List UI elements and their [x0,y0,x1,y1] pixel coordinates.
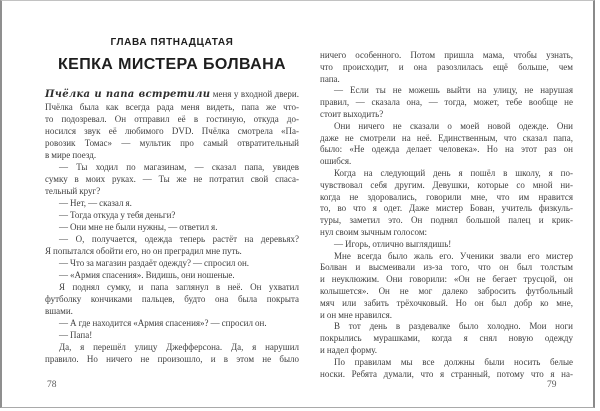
text-line: ровозик Томас» — мультик про самый отвратительный [45,138,299,148]
text-line: — Если ты не можешь выйти на улицу, не нарушая [334,85,573,96]
text-line: Они ничего не сказали о моей новой одежде. Они [334,120,573,131]
text-line: — «Армия спасения». Видишь, они ношеные. [59,270,235,280]
text-line: колышется». Он не мог далеко забросить футбольный [320,285,573,296]
text-line: — Тогда откуда у тебя деньги? [59,210,176,220]
text-line: что происходит, и она разозлилась ещё больше, чем [320,61,573,72]
text-line: — Они мне не были нужны, — ответил я. [59,222,218,232]
text-line: правил, — сказала она, — тогда, может, тебе вообще не [320,97,573,108]
text-line: даже не смотрели на неё. Единственным, что сказал папа, [320,132,573,143]
text-line: то, во что я одет. Даже мистер Бован, учитель физкуль- [320,203,573,214]
text-line: правило. Но ничего не произошло, и в этом не было [45,354,299,364]
text-line: — Ты ходил по магазинам, — сказал папа, увидев [59,162,299,172]
text-line: и неуклюжим. Они говорили: «Он не бегает трусцой, он [320,274,573,285]
text-line: — О, получается, одежда теперь растёт на деревьях? [59,234,299,244]
text-line: Я поднял сумку, и папа заглянул в неё. Он ухватил [59,282,299,292]
text-line: Да, я перешёл улицу Джефферсона. Да, я нарушил [59,342,299,352]
text-line: сумку в моих руках. — Ты же не потратил свой спаса- [45,174,299,184]
text-line: мяч или забить трёхочковый. Но он был добр ко мне, [320,297,573,308]
text-line: — Папа! [59,330,93,340]
text-line: туры, заметил это. Он поднял большой палец и крик- [320,215,573,226]
page-right-text [320,50,573,380]
page-number-left: 78 [47,380,57,390]
text-line: когда не здоровались, говорили мне, что им нравится [320,191,573,202]
chapter-opening-words: Пчёлка и папа встретили [45,89,211,100]
page-number-right: 79 [547,380,557,390]
page-left-text [45,88,299,365]
text-line: По правилам мы все должны были носить белые [334,356,573,367]
text-line: Пчёлка была как всегда рада меня видеть, папа же что- [45,102,299,112]
text-line: и он мне нравился. [320,309,393,320]
chapter-title: КЕПКА МИСТЕРА БОЛВАНА [58,56,286,73]
text-line: нул своим зычным голосом: [320,226,428,237]
text-line: Я попытался обойти его, но он преградил мне путь. [45,246,242,256]
text-line: — А где находится «Армия спасения»? — спросил он. [59,318,267,328]
text-line: В тот день в раздевалке было холодно. Мои ноги [334,321,573,332]
text-line: — Игорь, отлично выглядишь! [334,238,452,249]
text-line: тельный круг? [45,186,101,196]
text-line: и надел форму. [320,344,378,355]
text-line: чувствовал себя другим. Девушки, которые со мной ни- [320,179,573,190]
text-line: Болван и высмеивали из-за того, что он был толстым [320,262,573,273]
chapter-label: ГЛАВА ПЯТНАДЦАТАЯ [110,37,234,48]
text-line: — Нет, — сказал я. [59,198,132,208]
text-line: Пчёлка и папа встретили меня у входной двери. [45,89,299,100]
text-line: вшами. [45,306,73,316]
text-line: Когда на следующий день я пошёл в школу, я по- [334,167,573,178]
text-line: носки. Ребята думали, что я странный, потому что я на- [320,368,573,379]
text-line: было: «Не одежда делает человека». Но на этот раз он [320,144,573,155]
text-line: ничего особенного. Потом пришла мама, чтобы узнать, [320,50,573,60]
text-line: стоит выходить? [320,108,384,119]
text-line: носился звук её любимого DVD. Пчёлка смотрела «Па- [45,126,299,136]
text-line: ошибся. [320,156,352,167]
page-right [320,35,573,380]
text-line: папа. [320,73,340,84]
text-line: то подозревал. Он отправил её в гостиную, откуда до- [45,114,299,124]
text-line: — Что за магазин раздаёт одежду? — спросил он. [59,258,250,268]
text-line: в мире поезд. [45,150,97,160]
text-line: Мне всегда было жаль его. Ученики звали его мистер [334,250,573,261]
text-line: футболку кончиками пальцев, будто она была покрыта [45,294,299,304]
page-left [45,37,299,365]
text-line: покрылись мурашками, когда я снял новую одежду [320,333,573,344]
